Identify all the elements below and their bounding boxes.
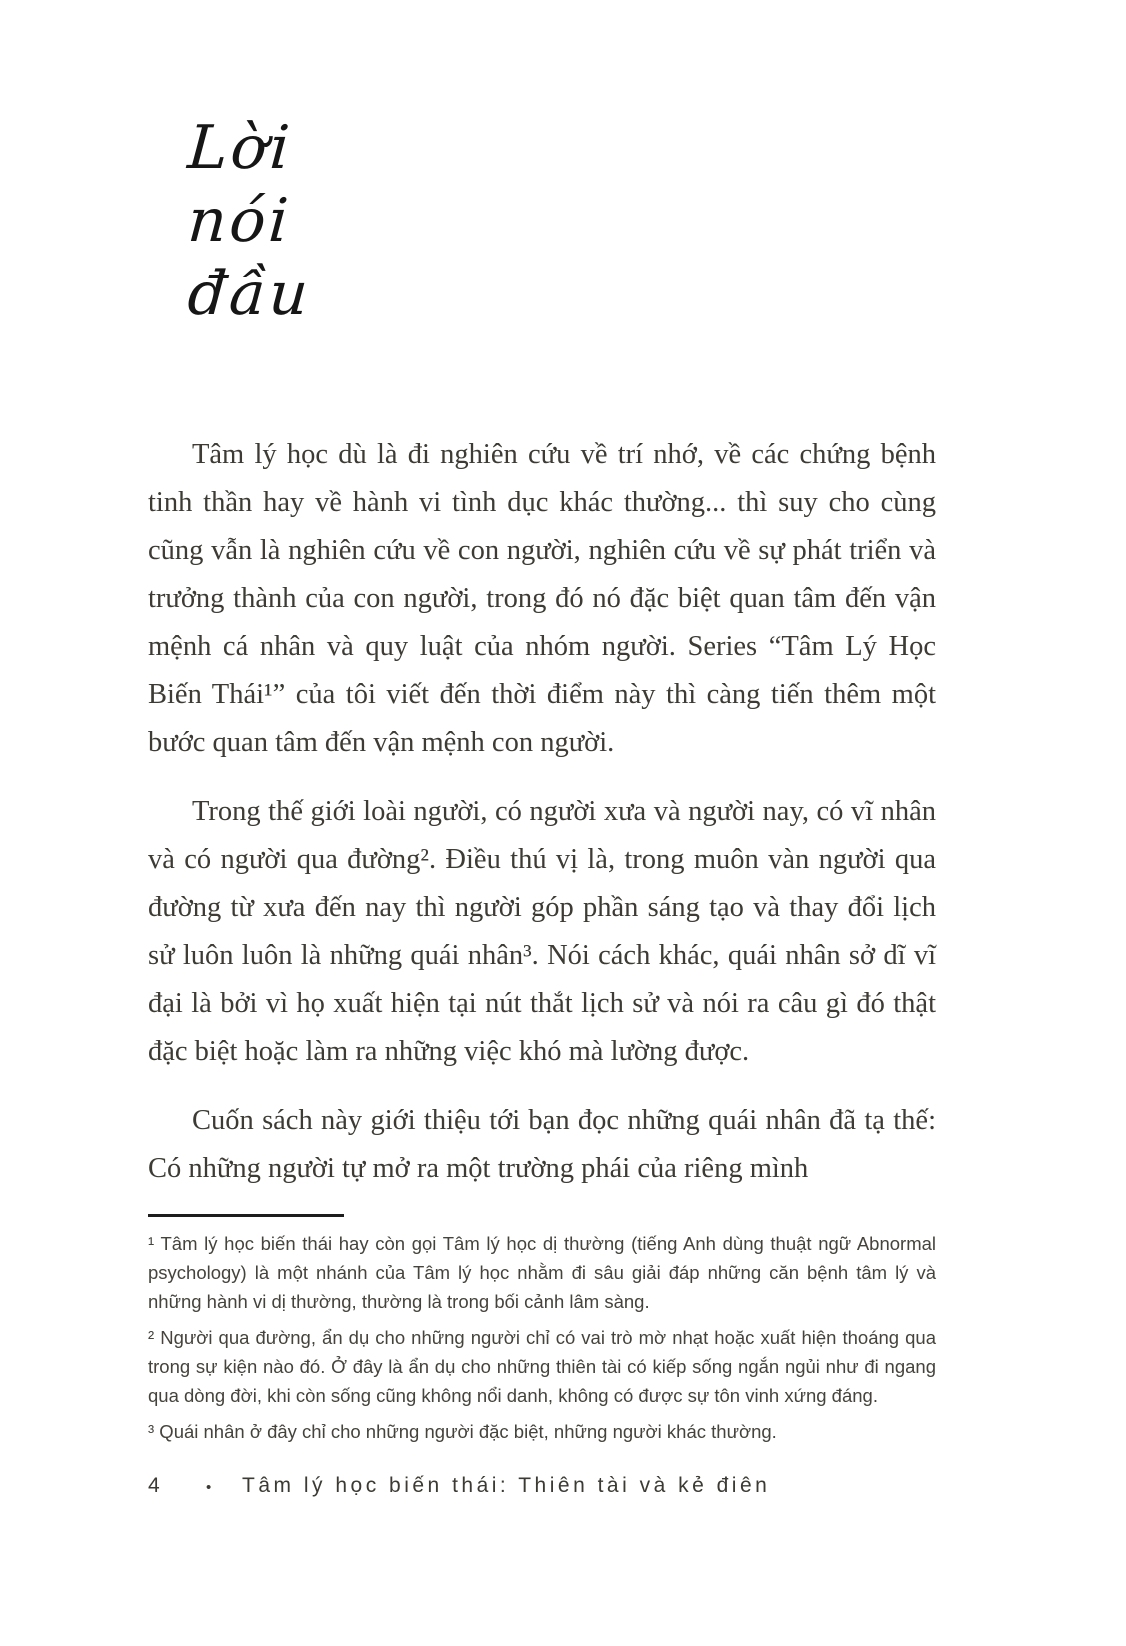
page-footer (148, 1474, 936, 1498)
footnote-separator-rule (148, 1214, 344, 1217)
body-paragraph: Tâm lý học dù là đi nghiên cứu về trí nhớ, về các chứng bệnh tinh thần hay về hành vi tình dục khác thường... thì suy cho cùng cũng vẫn là nghiên cứu về con người, nghiên cứu về sự phát triển và trưởng thành của con người, trong đó nó đặc biệt quan tâm đến vận mệnh cá nhân và quy luật của nhóm người. Series “Tâm Lý Học Biến Thái¹” của tôi viết đến thời điểm này thì càng tiến thêm một bước quan tâm đến vận mệnh con người. (148, 439, 936, 758)
page-number: 4 (148, 1474, 160, 1497)
title-line-2: nói (185, 186, 294, 256)
footnote: ¹ Tâm lý học biến thái hay còn gọi Tâm lý học dị thường (tiếng Anh dùng thuật ngữ Abnormal psychology) là một nhánh của Tâm lý học nhằm đi sâu giải đáp những căn bệnh tâm lý và những hành vi dị thường, thường là trong bối cảnh lâm sàng. (148, 1233, 936, 1312)
footnote: ² Người qua đường, ẩn dụ cho những người chỉ có vai trò mờ nhạt hoặc xuất hiện thoáng qua trong sự kiện nào đó. Ở đây là ẩn dụ cho những thiên tài có kiếp sống ngắn ngủi như đi ngang qua dòng đời, khi còn sống cũng không nổi danh, không có được sự tôn vinh xứng đáng. (148, 1327, 936, 1406)
title-line-1: Lời (185, 113, 295, 183)
title-line-3: đầu (185, 259, 314, 329)
footer-book-title: Tâm lý học biến thái: Thiên tài và kẻ điên (242, 1474, 771, 1497)
footnote: ³ Quái nhân ở đây chỉ cho những người đặc biệt, những người khác thường. (148, 1421, 777, 1442)
body-paragraph: Trong thế giới loài người, có người xưa và người nay, có vĩ nhân và có người qua đường². Điều thú vị là, trong muôn vàn người qua đường từ xưa đến nay thì người góp phần sáng tạo và thay đổi lịch sử luôn luôn là những quái nhân³. Nói cách khác, quái nhân sở dĩ vĩ đại là bởi vì họ xuất hiện tại nút thắt lịch sử và nói ra câu gì đó thật đặc biệt hoặc làm ra những việc khó mà lường được. (148, 796, 936, 1067)
footnotes (148, 1229, 936, 1446)
body-text (148, 431, 936, 1193)
footer-bullet-icon: • (206, 1479, 212, 1496)
body-paragraph: Cuốn sách này giới thiệu tới bạn đọc những quái nhân đã tạ thế: Có những người tự mở ra một trường phái của riêng mình (148, 1105, 936, 1184)
chapter-title-script (185, 112, 936, 331)
